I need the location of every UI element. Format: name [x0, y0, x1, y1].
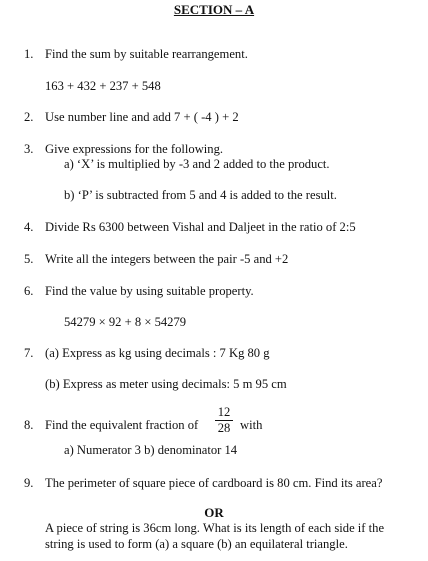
question-text: Find the sum by suitable rearrangement.: [45, 47, 248, 61]
question-part: a) ‘X’ is multiplied by -3 and 2 added to the product.: [64, 157, 330, 171]
question-number: 5.: [24, 252, 34, 266]
alternative-question-line: A piece of string is 36cm long. What is its length of each side if the: [45, 521, 385, 535]
question-number: 2.: [24, 110, 34, 124]
question-number: 1.: [24, 47, 34, 61]
question-number: 8.: [24, 418, 34, 432]
question-text: Divide Rs 6300 between Vishal and Daljeet in the ratio of 2:5: [45, 220, 356, 234]
question-text: Give expressions for the following.: [45, 142, 224, 156]
question-number: 6.: [24, 284, 34, 298]
question-number: 7.: [24, 346, 34, 360]
question-part: a) Numerator 3 b) denominator 14: [64, 443, 238, 457]
fraction-numerator: 12: [217, 405, 231, 419]
alternative-question-line: string is used to form (a) a square (b) an equilateral triangle.: [45, 537, 348, 551]
fraction-denominator: 28: [217, 421, 231, 435]
section-title: SECTION – A: [173, 2, 255, 17]
question-number: 4.: [24, 220, 34, 234]
or-label: OR: [204, 505, 224, 520]
question-text: Find the equivalent fraction of: [45, 418, 199, 432]
question-text: The perimeter of square piece of cardboard is 80 cm. Find its area?: [45, 476, 383, 490]
question-text: with: [240, 418, 263, 432]
question-text: Use number line and add 7 + ( -4 ) + 2: [45, 110, 239, 124]
question-part: b) ‘P’ is subtracted from 5 and 4 is added to the result.: [64, 188, 337, 202]
question-number: 3.: [24, 142, 34, 156]
fraction: [215, 406, 233, 435]
question-number: 9.: [24, 476, 34, 490]
question-text: Find the value by using suitable property.: [45, 284, 254, 298]
question-expression: 54279 × 92 + 8 × 54279: [64, 315, 187, 329]
question-expression: 163 + 432 + 237 + 548: [45, 79, 161, 93]
question-part: (a) Express as kg using decimals : 7 Kg 80 g: [45, 346, 270, 360]
question-text: Write all the integers between the pair -5 and +2: [45, 252, 289, 266]
question-part: (b) Express as meter using decimals: 5 m 95 cm: [45, 377, 287, 391]
